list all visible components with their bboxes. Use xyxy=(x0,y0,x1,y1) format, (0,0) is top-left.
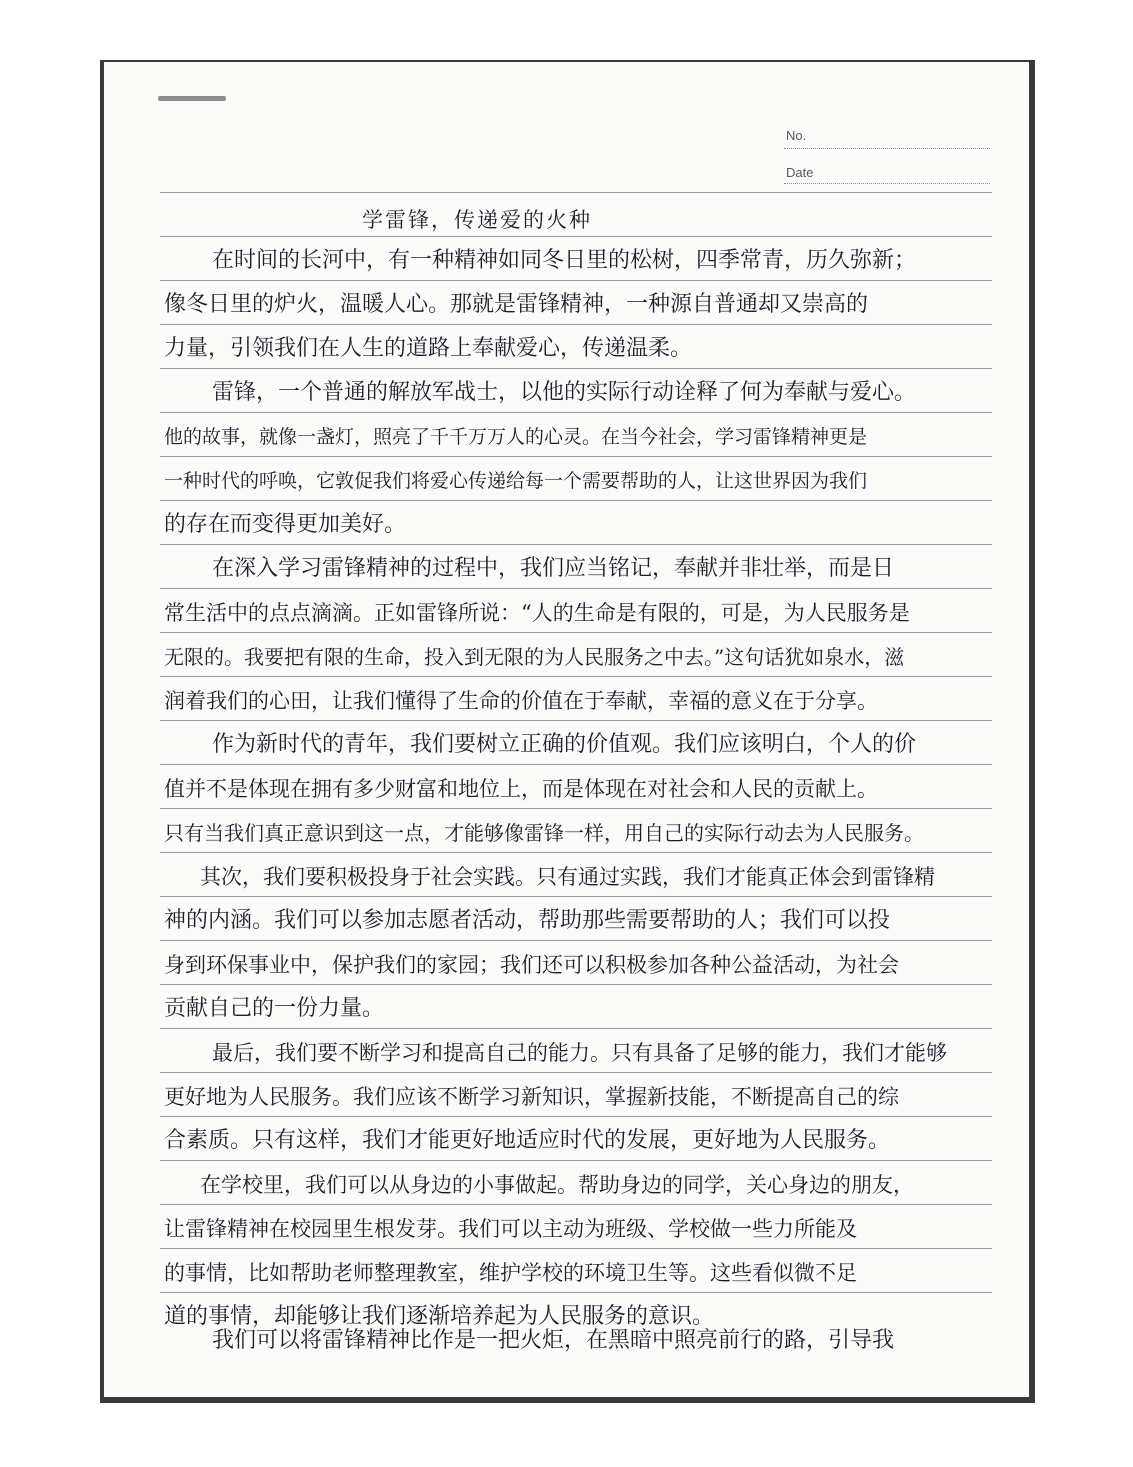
essay-line: 的存在而变得更加美好。 xyxy=(164,512,407,537)
essay-line: 贡献自己的一份力量。 xyxy=(164,996,385,1021)
ruled-line xyxy=(160,544,992,545)
ruled-line xyxy=(160,1248,992,1249)
ruled-line xyxy=(160,1292,992,1293)
essay-line: 作为新时代的青年，我们要树立正确的价值观。我们应该明白，个人的价 xyxy=(212,732,917,757)
ruled-line xyxy=(160,984,992,985)
essay-line: 只有当我们真正意识到这一点，才能够像雷锋一样，用自己的实际行动去为人民服务。 xyxy=(164,821,924,845)
ruled-line xyxy=(160,852,992,853)
notebook-page xyxy=(104,62,1029,1397)
ruled-line xyxy=(160,1116,992,1117)
essay-line: 我们可以将雷锋精神比作是一把火炬，在黑暗中照亮前行的路，引导我 xyxy=(212,1328,895,1353)
essay-line: 像冬日里的炉火，温暖人心。那就是雷锋精神，一种源自普通却又崇高的 xyxy=(164,292,869,317)
ruled-line xyxy=(160,412,992,413)
essay-line: 道的事情，却能够让我们逐渐培养起为人民服务的意识。 xyxy=(164,1304,715,1329)
ruled-line xyxy=(160,808,992,809)
essay-line: 在学校里，我们可以从身边的小事做起。帮助身边的同学，关心身边的朋友， xyxy=(200,1173,914,1197)
ruled-line xyxy=(160,192,992,193)
ruled-line xyxy=(160,676,992,677)
essay-line: 润着我们的心田，让我们懂得了生命的价值在于奉献，幸福的意义在于分享。 xyxy=(164,689,878,713)
date-field-line xyxy=(784,183,990,184)
ruled-line xyxy=(160,280,992,281)
ruled-line xyxy=(160,940,992,941)
ruled-line xyxy=(160,1160,992,1161)
ruled-line xyxy=(160,720,992,721)
essay-line: 一种时代的呼唤，它敦促我们将爱心传递给每一个需要帮助的人，让这世界因为我们 xyxy=(164,470,868,492)
ruled-line xyxy=(160,632,992,633)
ruled-line xyxy=(160,764,992,765)
essay-line: 值并不是体现在拥有多少财富和地位上，而是体现在对社会和人民的贡献上。 xyxy=(164,777,878,801)
essay-line: 最后，我们要不断学习和提高自己的能力。只有具备了足够的能力，我们才能够 xyxy=(212,1041,947,1065)
essay-line: 其次，我们要积极投身于社会实践。只有通过实践，我们才能真正体会到雷锋精 xyxy=(200,865,935,889)
ruled-line xyxy=(160,1204,992,1205)
essay-line: 雷锋，一个普通的解放军战士，以他的实际行动诠释了何为奉献与爱心。 xyxy=(212,380,917,405)
essay-line: 他的故事，就像一盏灯，照亮了千千万万人的心灵。在当今社会，学习雷锋精神更是 xyxy=(164,426,868,448)
ruled-line xyxy=(160,456,992,457)
essay-line: 力量，引领我们在人生的道路上奉献爱心，传递温柔。 xyxy=(164,336,693,361)
essay-line: 身到环保事业中，保护我们的家园；我们还可以积极参加各种公益活动，为社会 xyxy=(164,953,899,977)
date-label: Date xyxy=(786,165,814,180)
essay-line: 更好地为人民服务。我们应该不断学习新知识，掌握新技能，不断提高自己的综 xyxy=(164,1085,899,1109)
ruled-line xyxy=(160,368,992,369)
essay-line: 神的内涵。我们可以参加志愿者活动，帮助那些需要帮助的人；我们可以投 xyxy=(164,908,891,933)
essay-line: 让雷锋精神在校园里生根发芽。我们可以主动为班级、学校做一些力所能及 xyxy=(164,1217,857,1241)
ruled-line xyxy=(160,896,992,897)
ruled-line xyxy=(160,1028,992,1029)
ruled-line xyxy=(160,324,992,325)
essay-line: 在时间的长河中，有一种精神如同冬日里的松树，四季常青，历久弥新； xyxy=(212,248,917,273)
essay-line: 合素质。只有这样，我们才能更好地适应时代的发展，更好地为人民服务。 xyxy=(164,1128,891,1153)
page-header-mark xyxy=(158,96,226,101)
ruled-line xyxy=(160,500,992,501)
no-field-line xyxy=(784,148,990,149)
no-label: No. xyxy=(786,128,807,143)
ruled-line xyxy=(160,236,992,237)
ruled-line xyxy=(160,588,992,589)
essay-line: 常生活中的点点滴滴。正如雷锋所说：“人的生命是有限的，可是，为人民服务是 xyxy=(164,601,910,625)
ruled-line xyxy=(160,1072,992,1073)
essay-line: 无限的。我要把有限的生命，投入到无限的为人民服务之中去。”这句话犹如泉水，滋 xyxy=(164,645,905,669)
essay-line: 在深入学习雷锋精神的过程中，我们应当铭记，奉献并非壮举，而是日 xyxy=(212,556,895,581)
essay-title: 学雷锋，传递爱的火种 xyxy=(362,208,592,232)
essay-line: 的事情，比如帮助老师整理教室，维护学校的环境卫生等。这些看似微不足 xyxy=(164,1261,857,1285)
